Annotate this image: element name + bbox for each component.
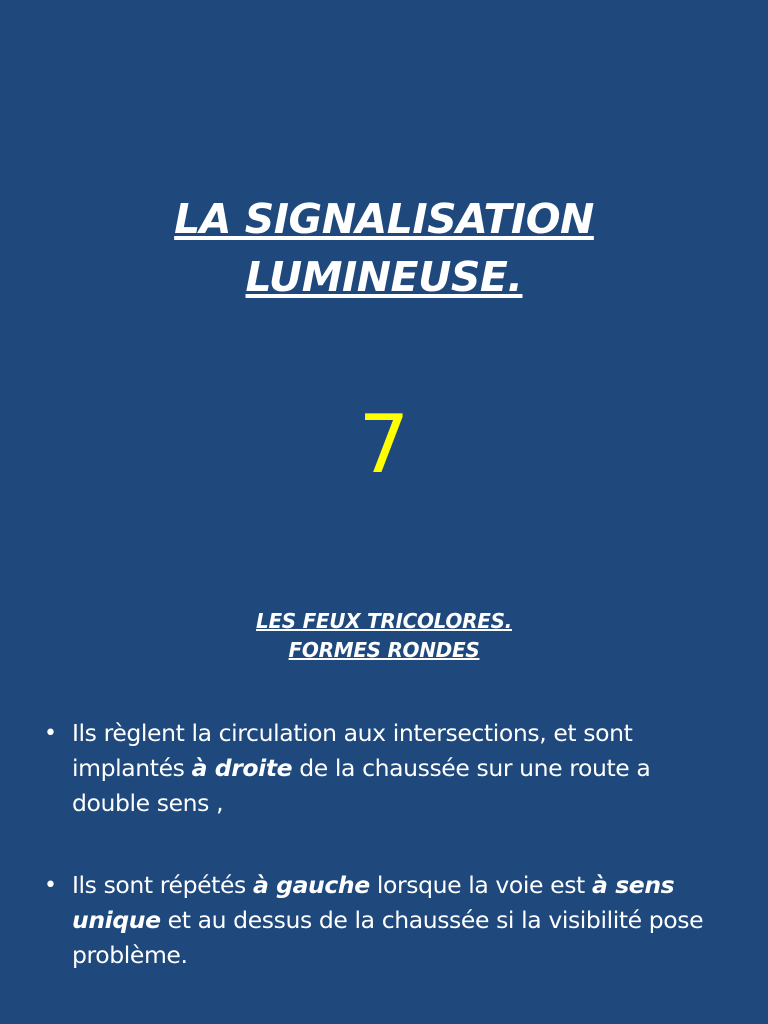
bullet-1-emphasis: à droite <box>191 754 293 782</box>
bullet-1-text-end: de la chaussée sur une route a double sens , <box>72 754 651 817</box>
bullet-dot-icon: • <box>44 873 57 898</box>
bullet-2-text: Ils sont répétés <box>72 871 253 899</box>
bullet-dot-icon: • <box>44 721 57 746</box>
slide-title-line-1: LA SIGNALISATION <box>174 195 594 243</box>
bullet-1-text: Ils règlent la circulation aux intersections, et sont implantés <box>72 719 633 782</box>
bullet-item <box>40 868 730 973</box>
bullet-2-emphasis-1: à gauche <box>252 871 370 899</box>
slide-title-line-2: LUMINEUSE. <box>245 253 523 301</box>
bullet-2-text-end: et au dessus de la chaussée si la visibilité pose problème. <box>72 906 704 969</box>
slide-subtitle-line-2: FORMES RONDES <box>288 638 480 662</box>
slide-title <box>0 190 768 306</box>
bullet-2-text-mid: lorsque la voie est <box>369 871 592 899</box>
slide-subtitle-line-1: LES FEUX TRICOLORES. <box>256 609 512 633</box>
bullet-item <box>40 716 730 821</box>
bullet-list <box>40 716 730 973</box>
bullet-2-emphasis-2: à sens unique <box>72 871 675 934</box>
slide-subtitle <box>0 607 768 665</box>
slide-number: 7 <box>358 398 410 491</box>
